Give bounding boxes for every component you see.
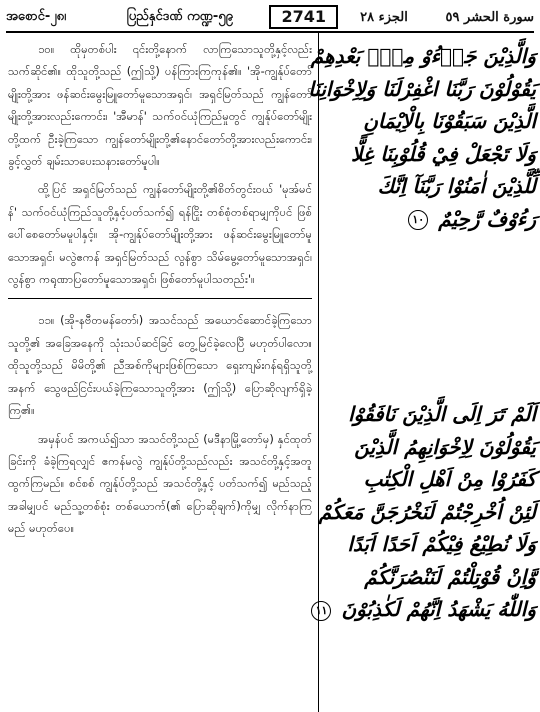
- arabic-line: اَلَمْ تَرَ اِلَى الَّذِيْنَ نَافَقُوْا: [348, 402, 536, 426]
- verse-10-translation-cont: ထို့ပြင် အရှင်မြတ်သည် ကျွန်တော်မျိုးတို့၏စိတ်တွင်းဝယ် 'မုအ်မင်န်' သက်ဝင်ယုံကြည်သူတို့နှင့်ပတ်သက်၍ ရန်ငြိုး တစ်စုံတစ်ရာမျှကိုပင် ဖြစ်ပေါ်စေတော်မမူပါနှင့်။ အို-ကျွန်ုပ်တော်မျိုးတို့အား ဖန်ဆင်းမွေးမြူတော်မူသောအရှင်၊ မလွဲဧကန် အရှင်မြတ်သည် လွန်စွာ သိမ်မွေ့တော်မူသောအရှင်၊ လွန်စွာ ကရုဏာပြတော်မူသောအရှင်၊ ဖြစ်တော်မူပါသတည်း'။: [8, 182, 312, 287]
- arabic-line-last: [324, 203, 536, 236]
- verse-11-translation-cont: အမှန်ပင် အကယ်၍သာ အသင်တို့သည် (မဒီနာမြို့တော်မှ) နှင်ထုတ်ခြင်းကို ခံခဲ့ကြရလျှင် ဧကန်မလွဲ ကျွန်ုပ်တို့သည်လည်း အသင်တို့နှင့်အတူ ထွက်ကြမည်။ စင်စစ် ကျွန်ုပ်တို့သည် အသင်တို့နှင့် ပတ်သက်၍ မည်သည့်အခါမျှပင် မည်သူ့တစ်စုံး တစ်ယောက်(၏ ပြောဆိုချက်)ကိုမျှ လိုက်နာကြမည် မဟုတ်ပေ။: [8, 431, 313, 536]
- page-header: [6, 4, 534, 30]
- issue-label: အစောင်-၂၈၊: [6, 8, 67, 24]
- arabic-line: الَّذِيْنَ سَبَقُوْنَا بِالْاِيْمَانِ: [363, 109, 536, 133]
- ayah-number-marker: ١٠: [408, 210, 428, 230]
- verse-11-translation: ၁၁။ (အို-နဗီတမန်တော်၊) အသင်သည် အယောင်ဆောင်ခဲ့ကြသောသူတို့၏ အခြေအနေကို သုံးသပ်ဆင်ခြင် တွေ့မြင်ခဲ့လေပြီ မဟုတ်ပါလော။ ထိုသူတို့သည် မိမိတို့၏ ညီအစ်ကိုများဖြစ်ကြသော ရှေးကျမ်းဂန်ရရှိသူတို့အနက် သွေဖည်ငြင်းပယ်ခဲ့ကြသောသူတို့အား (ဤသို့) ပြောဆိုလျက်ရှိခဲ့ကြ၏။: [8, 313, 312, 418]
- arabic-line: وَّاِنْ قُوْتِلْتُمْ لَنَنْصُرَنَّكُمْ: [364, 564, 536, 589]
- arabic-verse-11: [315, 398, 536, 626]
- translation-column: [8, 38, 312, 546]
- arabic-line: وَلَا تَجْعَلْ فِيْ قُلُوْبِنَا غِلًّا: [350, 141, 536, 166]
- arabic-line-text: وَاللّٰهُ يَشْهَدُ اِنَّهُمْ لَكٰذِبُوْنَ: [341, 597, 536, 621]
- arabic-line: لِّلَّذِيْنَ اٰمَنُوْا رَبَّنَآ اِنَّكَ: [377, 174, 536, 198]
- arabic-line: كَفَرُوْا مِنْ اَهْلِ الْكِتٰبِ: [363, 467, 536, 491]
- arabic-line-last: [315, 593, 536, 626]
- ayah-number-marker: ١١: [311, 601, 331, 621]
- page-number: 2741: [269, 5, 338, 29]
- arabic-line: وَالَّذِيْنَ جَاۤءُوْ مِنْۢ بَعْدِهِمْ: [310, 44, 536, 68]
- surah-label: سورة الحشر ٥٩: [445, 9, 534, 25]
- header-rule: [6, 31, 534, 33]
- verse-10-translation: ၁၀။ ထိုမှတစ်ပါး ၎င်းတို့နောက် လာကြသောသူတို့နှင့်လည်း သက်ဆိုင်၏။ ထိုသူတို့သည် (ဤသို့) ပန်ကြားကြကုန်၏။ 'အို-ကျွန်ုပ်တော်မျိုးတို့အား ဖန်ဆင်းမွေးမြူတော်မူသောအရှင်၊ အရှင်မြတ်သည် ကျွန်တော်မျိုးတို့အားလည်းကောင်း၊ 'အီမာန်' သက်ဝင်ယုံကြည်မှုတွင် ကျွန်ုပ်တော်မျိုးတို့ထက် ဦးခဲ့ကြသော ကျွန်တော်မျိုးတို့၏နောင်တော်တို့အားလည်းကောင်း၊ ခွင့်လွှတ် ချမ်းသာပေးသနားတော်မူပါ။: [8, 42, 312, 169]
- arabic-line-text: رَءُوْفٌ رَّحِيْمٌ: [438, 206, 536, 231]
- verse-separator: [8, 298, 312, 299]
- juz-label: الجزء ٢٨: [360, 9, 408, 25]
- arabic-line: وَلَا نُطِيْعُ فِيْكُمْ اَحَدًا اَبَدًا: [347, 532, 536, 556]
- arabic-line: يَقُوْلُوْنَ لِاِخْوَانِهِمُ الَّذِيْنَ: [354, 434, 536, 459]
- arabic-verse-10: [308, 40, 536, 235]
- arabic-line: يَقُوْلُوْنَ رَبَّنَا اغْفِرْلَنَا وَلِاِخْوَانِنَا: [308, 76, 536, 101]
- arabic-line: لَئِنْ اُخْرِجْتُمْ لَنَخْرُجَنَّ مَعَكُمْ: [318, 499, 536, 524]
- section-label: ပြည်နှင်ဒဏ် ကဏ္ဍ-၅၉: [126, 8, 233, 24]
